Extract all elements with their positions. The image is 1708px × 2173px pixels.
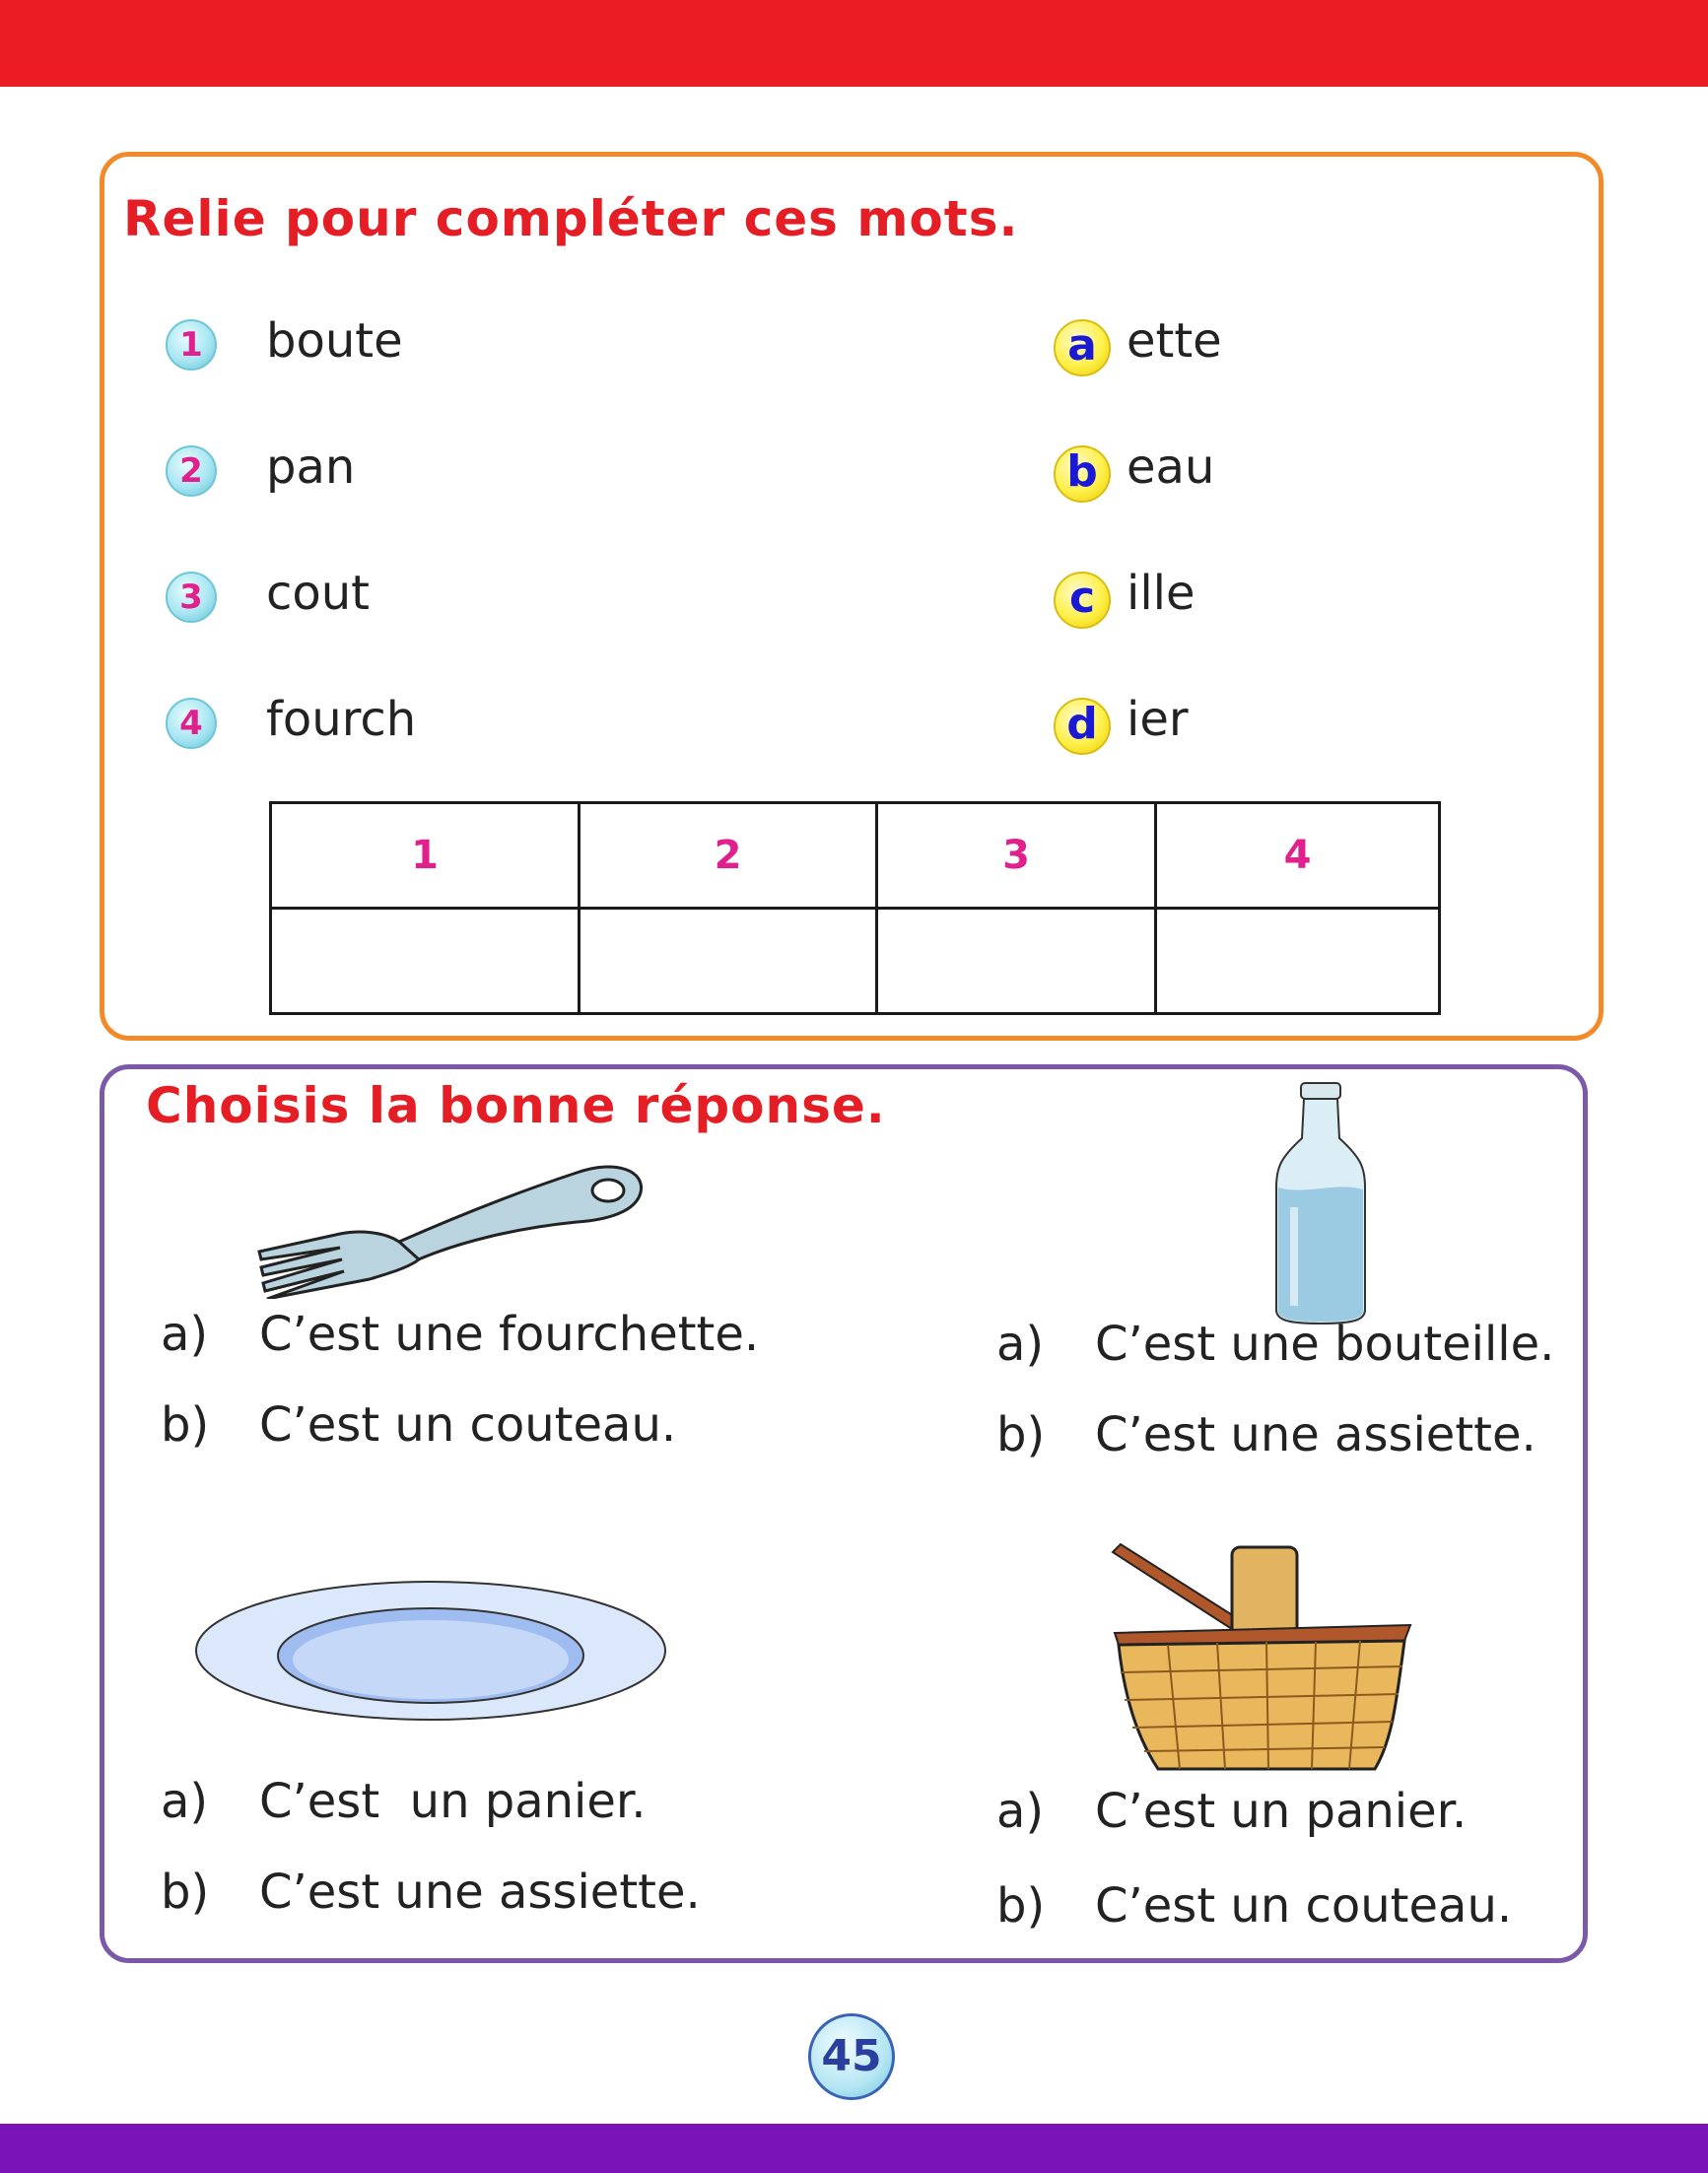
q4-option-b-label[interactable]: b) <box>996 1878 1046 1934</box>
q3-option-a-text[interactable]: C’est un panier. <box>259 1774 647 1829</box>
q1-option-b-label[interactable]: b) <box>161 1397 210 1453</box>
q2-option-a-label[interactable]: a) <box>996 1317 1045 1372</box>
q3-option-b-label[interactable]: b) <box>161 1865 210 1920</box>
number-badge-2: 2 <box>166 445 217 497</box>
answer-cell-4[interactable] <box>1156 909 1440 1014</box>
q2-option-a-text[interactable]: C’est une bouteille. <box>1095 1317 1555 1372</box>
exercise-2-title: Choisis la bonne réponse. <box>146 1077 886 1134</box>
letter-badge-c: c <box>1054 572 1111 629</box>
letter-badge-a: a <box>1054 319 1111 376</box>
word-stem-3: cout <box>266 566 370 621</box>
word-stem-4: fourch <box>266 692 417 747</box>
exercise-1-title: Relie pour compléter ces mots. <box>123 190 1019 247</box>
number-badge-1: 1 <box>166 319 217 371</box>
q1-option-a-text[interactable]: C’est une fourchette. <box>259 1307 760 1362</box>
number-badge-4: 4 <box>166 698 217 749</box>
q2-option-b-text[interactable]: C’est une assiette. <box>1095 1407 1537 1462</box>
word-stem-1: boute <box>266 313 403 369</box>
q4-option-a-text[interactable]: C’est un panier. <box>1095 1784 1468 1839</box>
basket-image <box>1109 1542 1414 1774</box>
answer-table-header-row <box>271 803 1440 909</box>
number-badge-3: 3 <box>166 572 217 623</box>
answer-header-4: 4 <box>1156 803 1440 909</box>
bottom-color-bar <box>0 2124 1708 2173</box>
letter-badge-d: d <box>1054 698 1111 755</box>
plate-image <box>192 1577 670 1734</box>
letter-badge-b: b <box>1054 445 1111 503</box>
answer-header-1: 1 <box>271 803 580 909</box>
top-color-bar <box>0 0 1708 87</box>
q3-option-a-label[interactable]: a) <box>161 1774 209 1829</box>
q3-option-b-text[interactable]: C’est une assiette. <box>259 1865 701 1920</box>
page-number: 45 <box>808 2013 895 2100</box>
answer-table-input-row <box>271 909 1440 1014</box>
word-suffix-b: eau <box>1127 440 1215 495</box>
q1-option-b-text[interactable]: C’est un couteau. <box>259 1397 677 1453</box>
q4-option-b-text[interactable]: C’est un couteau. <box>1095 1878 1513 1934</box>
answer-header-2: 2 <box>580 803 877 909</box>
word-suffix-d: ier <box>1127 692 1189 747</box>
bottle-image <box>1266 1079 1375 1325</box>
answer-cell-3[interactable] <box>877 909 1156 1014</box>
word-stem-2: pan <box>266 440 356 495</box>
answer-header-3: 3 <box>877 803 1156 909</box>
answer-table <box>269 801 1441 1015</box>
fork-image <box>251 1151 646 1299</box>
answer-cell-1[interactable] <box>271 909 580 1014</box>
word-suffix-a: ette <box>1127 313 1222 369</box>
q1-option-a-label[interactable]: a) <box>161 1307 209 1362</box>
answer-cell-2[interactable] <box>580 909 877 1014</box>
word-suffix-c: ille <box>1127 566 1196 621</box>
q2-option-b-label[interactable]: b) <box>996 1407 1046 1462</box>
q4-option-a-label[interactable]: a) <box>996 1784 1045 1839</box>
